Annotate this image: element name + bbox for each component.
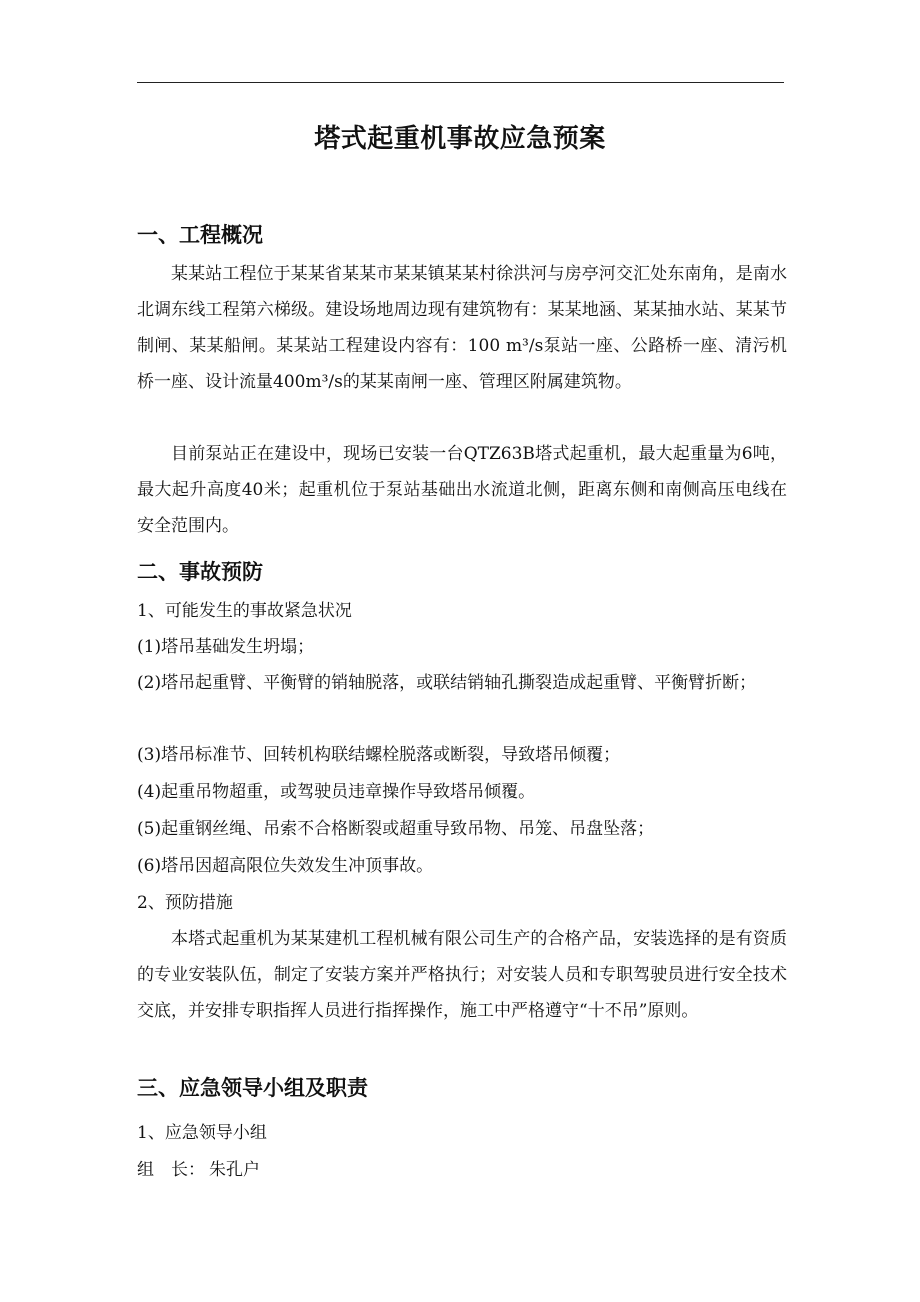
group-leader-line: [137, 1152, 260, 1188]
section-heading-prevention: 二、事故预防: [137, 560, 263, 584]
subheading-leadership-group: 1、应急领导小组: [137, 1123, 267, 1143]
document-title: 塔式起重机事故应急预案: [314, 124, 606, 154]
overview-paragraph-1: 某某站工程位于某某省某某市某某镇某某村徐洪河与房亭河交汇处东南角，是南水北调东线工程第六梯级。建设场地周边现有建筑物有：某某地涵、某某抽水站、某某节制闸、某某船闸。某某站工程建设内容有：100 m³/s泵站一座、公路桥一座、清污机桥一座、设计流量400m³/s的某某南闸一座、管理区附属建筑物。: [137, 264, 787, 392]
group-leader-name: 朱孔户: [209, 1160, 260, 1180]
list-item: (1)塔吊基础发生坍塌；: [137, 637, 315, 657]
list-item: (3)塔吊标准节、回转机构联结螺栓脱落或断裂，导致塔吊倾覆；: [137, 745, 621, 765]
list-item: (4)起重吊物超重，或驾驶员违章操作导致塔吊倾覆。: [137, 782, 536, 802]
subheading-possible-emergencies: 1、可能发生的事故紧急状况: [137, 601, 352, 621]
section-heading-leadership: 三、应急领导小组及职责: [137, 1076, 368, 1100]
section-heading-overview: 一、工程概况: [137, 223, 263, 247]
list-item: (5)起重钢丝绳、吊索不合格断裂或超重导致吊物、吊笼、吊盘坠落；: [137, 819, 655, 839]
list-item: (2)塔吊起重臂、平衡臂的销轴脱落，或联结销轴孔撕裂造成起重臂、平衡臂折断；: [137, 673, 757, 693]
group-leader-role: 组 长：: [137, 1160, 205, 1180]
header-rule: [137, 82, 784, 83]
prevention-paragraph: 本塔式起重机为某某建机工程机械有限公司生产的合格产品，安装选择的是有资质的专业安装队伍，制定了安装方案并严格执行；对安装人员和专职驾驶员进行安全技术交底，并安排专职指挥人员进行指挥操作，施工中严格遵守“十不吊”原则。: [137, 929, 787, 1021]
overview-paragraph-2: 目前泵站正在建设中，现场已安装一台QTZ63B塔式起重机，最大起重量为6吨，最大起升高度40米；起重机位于泵站基础出水流道北侧，距离东侧和南侧高压电线在安全范围内。: [137, 444, 787, 536]
subheading-prevention-measures: 2、预防措施: [137, 893, 233, 913]
list-item: (6)塔吊因超高限位失效发生冲顶事故。: [137, 856, 434, 876]
